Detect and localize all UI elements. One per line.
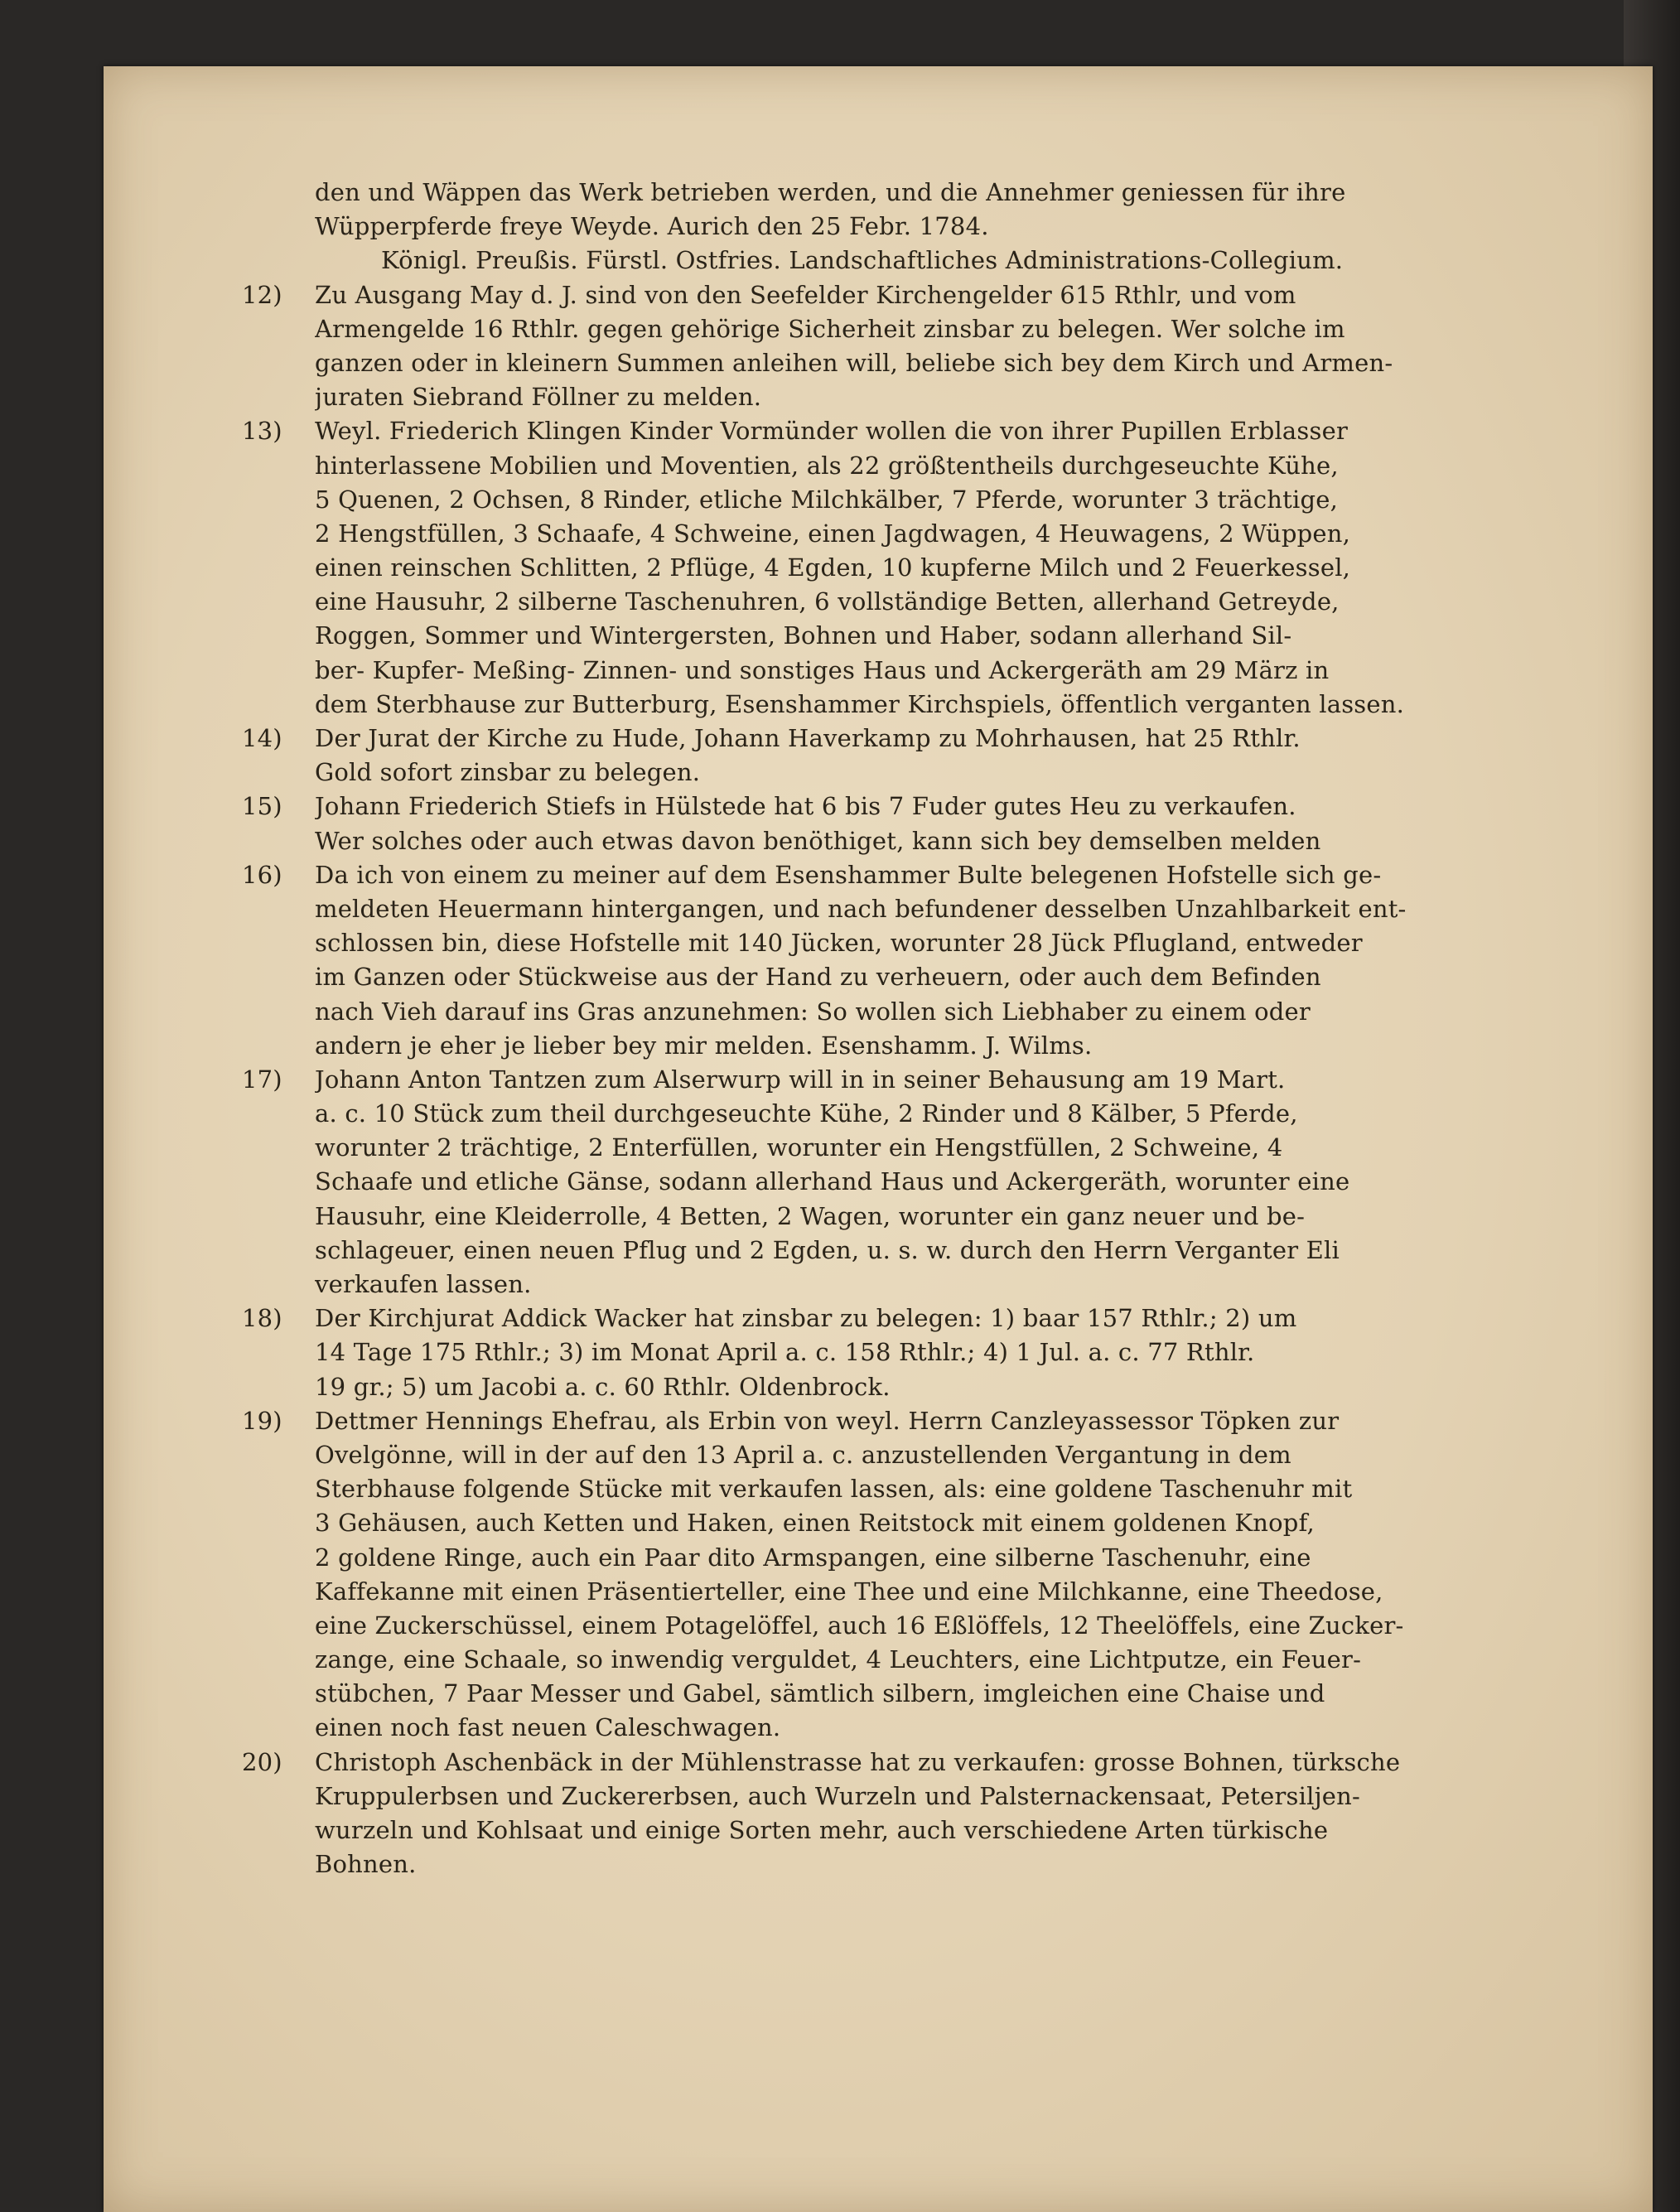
text-line: Weyl. Friederich Klingen Kinder Vormünder wollen die von ihrer Pupillen Erblasser bbox=[315, 417, 1349, 446]
text-line: 19 gr.; 5) um Jacobi a. c. 60 Rthlr. Oldenbrock. bbox=[315, 1372, 891, 1401]
text-line: Roggen, Sommer und Wintergersten, Bohnen und Haber, sodann allerhand Sil- bbox=[315, 621, 1292, 650]
text-line: Der Jurat der Kirche zu Hude, Johann Haverkamp zu Mohrhausen, hat 25 Rthlr. bbox=[315, 724, 1301, 752]
text-line: einen reinschen Schlitten, 2 Pflüge, 4 Egden, 10 kupferne Milch und 2 Feuerkessel, bbox=[315, 553, 1351, 582]
text-line: Zu Ausgang May d. J. sind von den Seefelder Kirchengelder 615 Rthlr, und vom bbox=[315, 280, 1296, 309]
text-line: Wüpperpferde freye Weyde. Aurich den 25 Febr. 1784. bbox=[315, 212, 989, 241]
text-line: nach Vieh darauf ins Gras anzunehmen: So wollen sich Liebhaber zu einem oder bbox=[315, 997, 1311, 1026]
text-line: ganzen oder in kleinern Summen anleihen will, beliebe sich bey dem Kirch und Armen- bbox=[315, 348, 1393, 377]
text-line: 5 Quenen, 2 Ochsen, 8 Rinder, etliche Milchkälber, 7 Pferde, worunter 3 trächtige, bbox=[315, 485, 1339, 514]
text-line: Hausuhr, eine Kleiderrolle, 4 Betten, 2 Wagen, worunter ein ganz neuer und be- bbox=[315, 1201, 1306, 1230]
entry-number: 19) bbox=[242, 1406, 282, 1435]
list-item bbox=[242, 1746, 1549, 1882]
text-line: schlossen bin, diese Hofstelle mit 140 Jücken, worunter 28 Jück Pflugland, entweder bbox=[315, 929, 1363, 958]
list-item bbox=[242, 1063, 1549, 1302]
text-line: Christoph Aschenbäck in der Mühlenstrasse hat zu verkaufen: grosse Bohnen, türksche bbox=[315, 1747, 1401, 1776]
list-item bbox=[242, 722, 1549, 790]
text-line: Gold sofort zinsbar zu belegen. bbox=[315, 758, 701, 787]
list-item bbox=[242, 790, 1549, 857]
text-line: eine Hausuhr, 2 silberne Taschenuhren, 6 vollständige Betten, allerhand Getreyde, bbox=[315, 587, 1340, 616]
text-line: zange, eine Schaale, so inwendig verguldet, 4 Leuchters, eine Lichtputze, ein Feuer- bbox=[315, 1645, 1362, 1674]
text-line: 2 Hengstfüllen, 3 Schaafe, 4 Schweine, einen Jagdwagen, 4 Heuwagens, 2 Wüppen, bbox=[315, 519, 1351, 548]
text-line: schlageuer, einen neuen Pflug und 2 Egden, u. s. w. durch den Herrn Verganter Eli bbox=[315, 1235, 1340, 1264]
entries-list bbox=[242, 278, 1549, 1882]
text-line: hinterlassene Mobilien und Moventien, als 22 größtentheils durchgeseuchte Kühe, bbox=[315, 451, 1339, 480]
text-line: Sterbhause folgende Stücke mit verkaufen lassen, als: eine goldene Taschenuhr mit bbox=[315, 1475, 1353, 1504]
text-line: Kaffekanne mit einen Präsentierteller, eine Thee und eine Milchkanne, eine Theedose, bbox=[315, 1577, 1383, 1606]
list-item bbox=[242, 1404, 1549, 1746]
page-text bbox=[242, 176, 1549, 1881]
text-line: worunter 2 trächtige, 2 Enterfüllen, worunter ein Hengstfüllen, 2 Schweine, 4 bbox=[315, 1133, 1283, 1162]
intro-entry bbox=[315, 176, 1549, 278]
text-line: 14 Tage 175 Rthlr.; 3) im Monat April a. c. 158 Rthlr.; 4) 1 Jul. a. c. 77 Rthlr. bbox=[315, 1338, 1255, 1367]
text-line: dem Sterbhause zur Butterburg, Esenshammer Kirchspiels, öffentlich verganten lassen. bbox=[315, 689, 1405, 718]
text-line: Dettmer Hennings Ehefrau, als Erbin von weyl. Herrn Canzleyassessor Töpken zur bbox=[315, 1406, 1340, 1435]
text-line: Johann Anton Tantzen zum Alserwurp will in in seiner Behausung am 19 Mart. bbox=[315, 1065, 1286, 1094]
list-item bbox=[242, 1302, 1549, 1404]
text-line: Armengelde 16 Rthlr. gegen gehörige Sicherheit zinsbar zu belegen. Wer solche im bbox=[315, 314, 1345, 343]
text-line: den und Wäppen das Werk betrieben werden, und die Annehmer geniessen für ihre bbox=[315, 178, 1346, 206]
text-line: a. c. 10 Stück zum theil durchgeseuchte Kühe, 2 Rinder und 8 Kälber, 5 Pferde, bbox=[315, 1099, 1298, 1128]
entry-number: 20) bbox=[242, 1747, 282, 1776]
text-line: Wer solches oder auch etwas davon benöthiget, kann sich bey demselben melden bbox=[315, 826, 1321, 855]
entry-number: 14) bbox=[242, 724, 282, 752]
entry-number: 17) bbox=[242, 1065, 282, 1094]
text-line: verkaufen lassen. bbox=[315, 1270, 532, 1298]
text-line: 3 Gehäusen, auch Ketten und Haken, einen Reitstock mit einem goldenen Knopf, bbox=[315, 1509, 1315, 1538]
text-line: einen noch fast neuen Caleschwagen. bbox=[315, 1713, 781, 1742]
text-line: ber- Kupfer- Meßing- Zinnen- und sonstiges Haus und Ackergeräth am 29 März in bbox=[315, 655, 1330, 684]
text-line: stübchen, 7 Paar Messer und Gabel, sämtlich silbern, imgleichen eine Chaise und bbox=[315, 1679, 1325, 1708]
text-line: eine Zuckerschüssel, einem Potagelöffel, auch 16 Eßlöffels, 12 Theelöffels, eine Zucker- bbox=[315, 1611, 1404, 1640]
text-line: Bohnen. bbox=[315, 1850, 417, 1879]
text-line: Johann Friederich Stiefs in Hülstede hat 6 bis 7 Fuder gutes Heu zu verkaufen. bbox=[315, 792, 1296, 821]
text-line: Da ich von einem zu meiner auf dem Esenshammer Bulte belegenen Hofstelle sich ge- bbox=[315, 860, 1382, 889]
text-line: Schaafe und etliche Gänse, sodann allerhand Haus und Ackergeräth, worunter eine bbox=[315, 1167, 1350, 1196]
text-line: im Ganzen oder Stückweise aus der Hand zu verheuern, oder auch dem Befinden bbox=[315, 963, 1321, 992]
list-item bbox=[242, 858, 1549, 1063]
signature-line: Königl. Preußis. Fürstl. Ostfries. Landschaftliches Administrations-Collegium. bbox=[381, 246, 1344, 275]
text-line: Kruppulerbsen und Zuckererbsen, auch Wurzeln und Palsternackensaat, Petersiljen- bbox=[315, 1781, 1361, 1810]
text-line: andern je eher je lieber bey mir melden. Esenshamm. J. Wilms. bbox=[315, 1031, 1093, 1060]
entry-number: 12) bbox=[242, 280, 282, 309]
entry-number: 18) bbox=[242, 1304, 282, 1333]
text-line: juraten Siebrand Föllner zu melden. bbox=[315, 383, 762, 412]
entry-number: 15) bbox=[242, 792, 282, 821]
text-line: 2 goldene Ringe, auch ein Paar dito Armspangen, eine silberne Taschenuhr, eine bbox=[315, 1543, 1311, 1572]
entry-number: 13) bbox=[242, 417, 282, 446]
text-line: wurzeln und Kohlsaat und einige Sorten mehr, auch verschiedene Arten türkische bbox=[315, 1816, 1329, 1844]
entry-number: 16) bbox=[242, 860, 282, 889]
text-line: meldeten Heuermann hintergangen, und nach befundener desselben Unzahlbarkeit ent- bbox=[315, 894, 1407, 923]
list-item bbox=[242, 278, 1549, 415]
text-line: Ovelgönne, will in der auf den 13 April a. c. anzustellenden Vergantung in dem bbox=[315, 1440, 1291, 1469]
text-line: Der Kirchjurat Addick Wacker hat zinsbar zu belegen: 1) baar 157 Rthlr.; 2) um bbox=[315, 1304, 1297, 1333]
list-item bbox=[242, 414, 1549, 722]
